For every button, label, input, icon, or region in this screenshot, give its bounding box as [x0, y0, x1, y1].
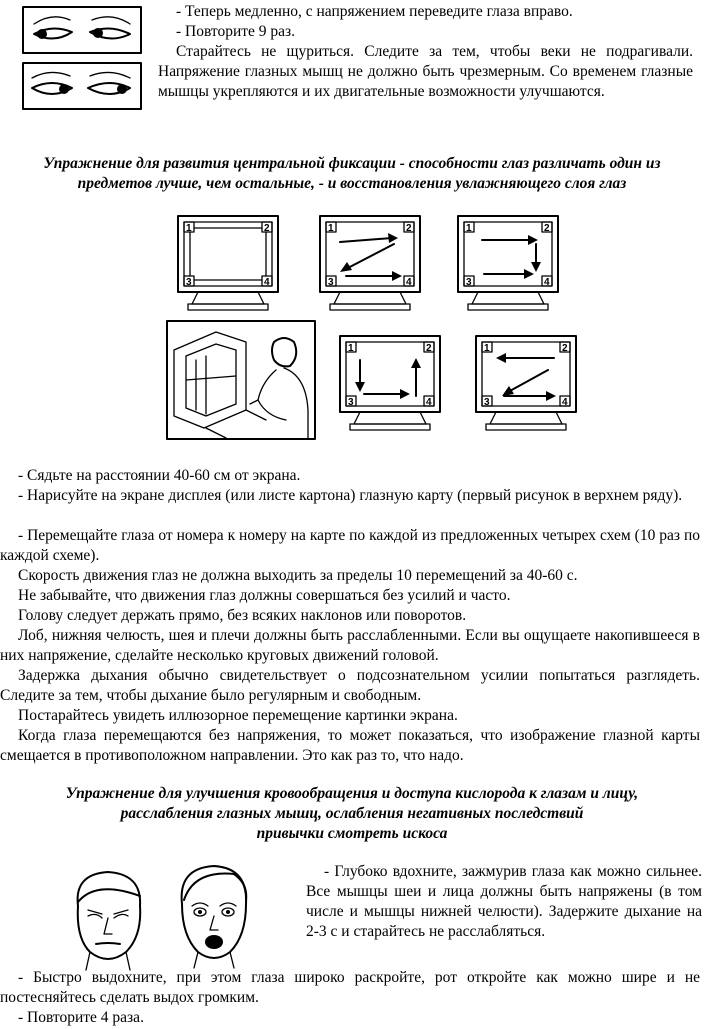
monitor-scheme-right-down: [456, 214, 560, 314]
svg-text:1: 1: [484, 343, 490, 354]
svg-text:3: 3: [348, 397, 354, 408]
monitor-number-3: 3: [186, 277, 192, 288]
svg-text:2: 2: [544, 223, 550, 234]
monitor-number-2: 2: [264, 223, 270, 234]
heading-circulation-line1: Упражнение для улучшения кровообращения и доступа кислорода к глазам и лицу,: [65, 785, 639, 802]
instruction-deep-breath: - Глубоко вдохните, зажмурив глаза как можно сильнее. Все мышцы шеи и лица должны быть напряжены (в том числе и мышцы нижней челюсти). Задержите дыхание на 2-3 с и старайтесь не расслабляться.: [306, 863, 702, 940]
instruction-repeat-9: - Повторите 9 раз.: [176, 23, 296, 40]
instruction-no-tension: Когда глаза перемещаются без напряжения, то может показаться, что изображение глазной карты смещается в противоположном направлении. Это как раз то, что надо.: [0, 727, 700, 764]
svg-text:2: 2: [562, 343, 568, 354]
instruction-look-right: - Теперь медленно, с напряжением переведите глаза вправо.: [176, 3, 573, 20]
svg-text:1: 1: [328, 223, 334, 234]
monitor-number-1: 1: [186, 223, 192, 234]
paragraph-eye-muscles: Старайтесь не щуриться. Следите за тем, чтобы веки не подрагивали. Напряжение глазных мышц не должно быть чрезмерным. Со временем глазные мышцы укрепляются и их двигательные возможности улучшаются.: [158, 43, 693, 100]
svg-text:3: 3: [328, 277, 334, 288]
svg-text:4: 4: [426, 397, 432, 408]
instruction-draw-chart: - Нарисуйте на экране дисплея (или листе картона) глазную карту (первый рисунок в верхнем ряду).: [18, 487, 683, 504]
instruction-head-straight: Голову следует держать прямо, без всяких наклонов или поворотов.: [18, 607, 467, 624]
instruction-illusion: Постарайтесь увидеть иллюзорное перемещение картинки экрана.: [18, 707, 458, 724]
monitor-scheme-down-up: [338, 334, 442, 434]
monitor-scheme-reverse-z: [474, 334, 578, 434]
eyes-looking-left-illustration: [22, 6, 142, 54]
instruction-sit-distance: - Сядьте на расстоянии 40-60 см от экрана.: [18, 467, 301, 484]
heading-circulation-line2: расслабления глазных мышц, ослабления негативных последствий: [120, 805, 584, 822]
instruction-speed: Скорость движения глаз не должна выходить за пределы 10 перемещений за 40-60 с.: [18, 567, 578, 584]
svg-text:4: 4: [544, 277, 550, 288]
heading-central-fixation-line2: предметов лучше, чем остальные, - и восстановления увлажняющего слоя глаз: [77, 175, 627, 192]
instruction-breathing: Задержка дыхания обычно свидетельствует о подсознательном усилии попытаться разглядеть. Следите за тем, чтобы дыхание было регулярным и свободным.: [0, 667, 700, 704]
monitor-eye-chart: [176, 214, 280, 314]
person-at-computer-illustration: [166, 320, 316, 440]
instruction-exhale: - Быстро выдохните, при этом глаза широко раскройте, рот откройте как можно шире и не постесняйтесь сделать выдох громким.: [0, 969, 700, 1006]
face-mouth-open-illustration: [164, 860, 264, 968]
instruction-move-eyes: - Перемещайте глаза от номера к номеру на карте по каждой из предложенных четырех схем (10 раз по каждой схеме).: [0, 527, 700, 564]
svg-text:4: 4: [562, 397, 568, 408]
svg-text:1: 1: [466, 223, 472, 234]
face-eyes-squeezed-illustration: [56, 866, 156, 970]
monitor-scheme-z: [318, 214, 422, 314]
instruction-repeat-4: - Повторите 4 раза.: [18, 1009, 144, 1026]
svg-text:3: 3: [484, 397, 490, 408]
svg-text:1: 1: [348, 343, 354, 354]
svg-text:2: 2: [406, 223, 412, 234]
heading-central-fixation-line1: Упражнение для развития центральной фиксации - способности глаз различать один из: [43, 155, 661, 172]
instruction-effortless: Не забывайте, что движения глаз должны совершаться без усилий и часто.: [18, 587, 511, 604]
svg-text:4: 4: [406, 277, 412, 288]
svg-text:2: 2: [426, 343, 432, 354]
heading-circulation-line3: привычки смотреть искоса: [256, 825, 448, 842]
instruction-relax: Лоб, нижняя челюсть, шея и плечи должны быть расслабленными. Если вы ощущаете накопившееся в них напряжение, сделайте несколько круговых движений головой.: [0, 627, 700, 664]
eyes-looking-right-illustration: [22, 62, 142, 110]
svg-text:3: 3: [466, 277, 472, 288]
monitor-number-4: 4: [264, 277, 270, 288]
